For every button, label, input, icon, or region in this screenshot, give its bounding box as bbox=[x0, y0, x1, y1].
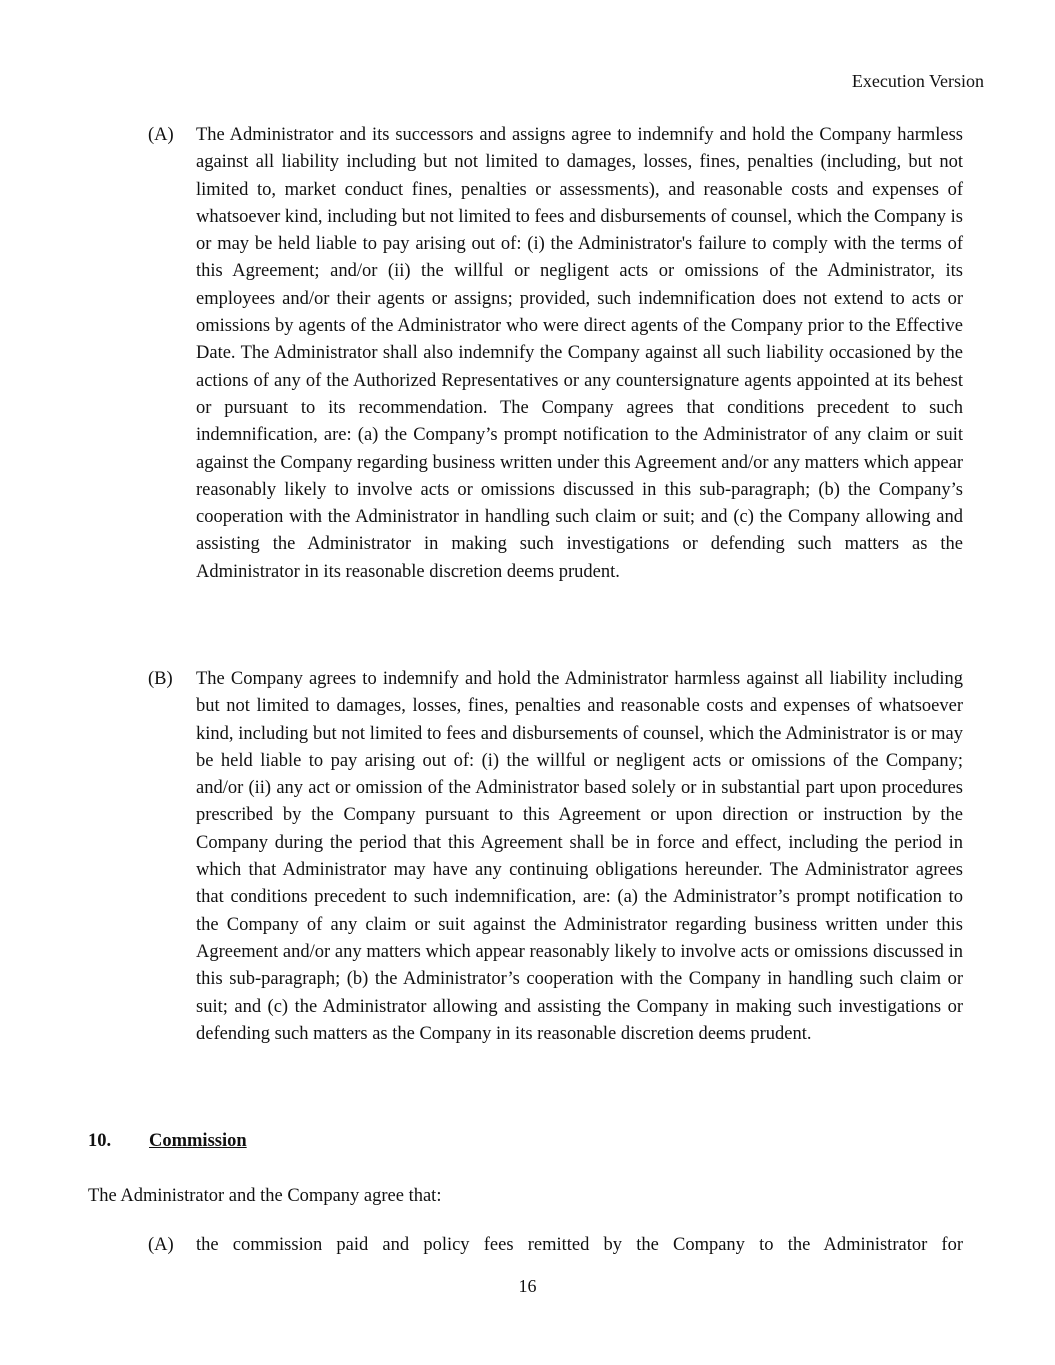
indemnity-clause-a bbox=[148, 122, 963, 586]
commission-clause-a bbox=[148, 1232, 963, 1259]
clause-label: (A) bbox=[148, 125, 174, 145]
page-number: 16 bbox=[518, 1276, 537, 1296]
section-intro: The Administrator and the Company agree that: bbox=[88, 1186, 442, 1206]
clause-text: the commission paid and policy fees remitted by the Company to the Administrator for bbox=[196, 1235, 963, 1255]
execution-version-label: Execution Version bbox=[851, 71, 984, 91]
clause-label: (B) bbox=[148, 669, 173, 689]
clause-text: The Administrator and its successors and assigns agree to indemnify and hold the Company harmless against all liability including but not limited to damages, losses, fines, penalties (including, but not limited to, market conduct fines, penalties or assessments), and reasonable costs and expenses of whatsoever kind, including but not limited to fees and disbursements of counsel, which the Company is or may be held liable to pay arising out of: (i) the Administrator's failure to comply with the terms of this Agreement; and/or (ii) the willful or negligent acts or omissions of the Administrator, its employees and/or their agents or assigns; provided, such indemnification does not extend to acts or omissions by agents of the Administrator who were direct agents of the Company prior to the Effective Date. The Administrator shall also indemnify the Company against all such liability occasioned by the actions of any of the Authorized Representatives or any countersignature agents appointed at its behest or pursuant to its recommendation. The Company agrees that conditions precedent to such indemnification, are: (a) the Company’s prompt notification to the Administrator of any claim or suit against the Company regarding business written under this Agreement and/or any matters which appear reasonably likely to involve acts or omissions discussed in this sub-paragraph; (b) the Company’s cooperation with the Administrator in handling such claim or suit; and (c) the Company allowing and assisting the Administrator in making such investigations or defending such matters as the Administrator in its reasonable discretion deems prudent. bbox=[196, 125, 963, 582]
section-number: 10. bbox=[88, 1131, 112, 1151]
clause-label: (A) bbox=[148, 1235, 174, 1255]
clause-text: The Company agrees to indemnify and hold the Administrator harmless against all liability including but not limited to damages, losses, fines, penalties and reasonable costs and expenses of whatsoever kind, including but not limited to fees and disbursements of counsel, which the Administrator is or may be held liable to pay arising out of: (i) the willful or negligent acts or omissions of the Company; and/or (ii) any act or omission of the Administrator based solely or in substantial part upon procedures prescribed by the Company pursuant to this Agreement or upon direction or instruction by the Company during the period that this Agreement shall be in force and effect, including the period in which that Administrator may have any continuing obligations hereunder. The Administrator agrees that conditions precedent to such indemnification, are: (a) the Administrator’s prompt notification to the Company of any claim or suit against the Administrator regarding business written under this Agreement and/or any matters which appear reasonably likely to involve acts or omissions discussed in this sub-paragraph; (b) the Administrator’s cooperation with the Company in handling such claim or suit; and (c) the Administrator allowing and assisting the Company in making such investigations or defending such matters as the Company in its reasonable discretion deems prudent. bbox=[196, 669, 963, 1044]
section-title: Commission bbox=[149, 1131, 247, 1151]
indemnity-clause-b bbox=[148, 666, 963, 1048]
